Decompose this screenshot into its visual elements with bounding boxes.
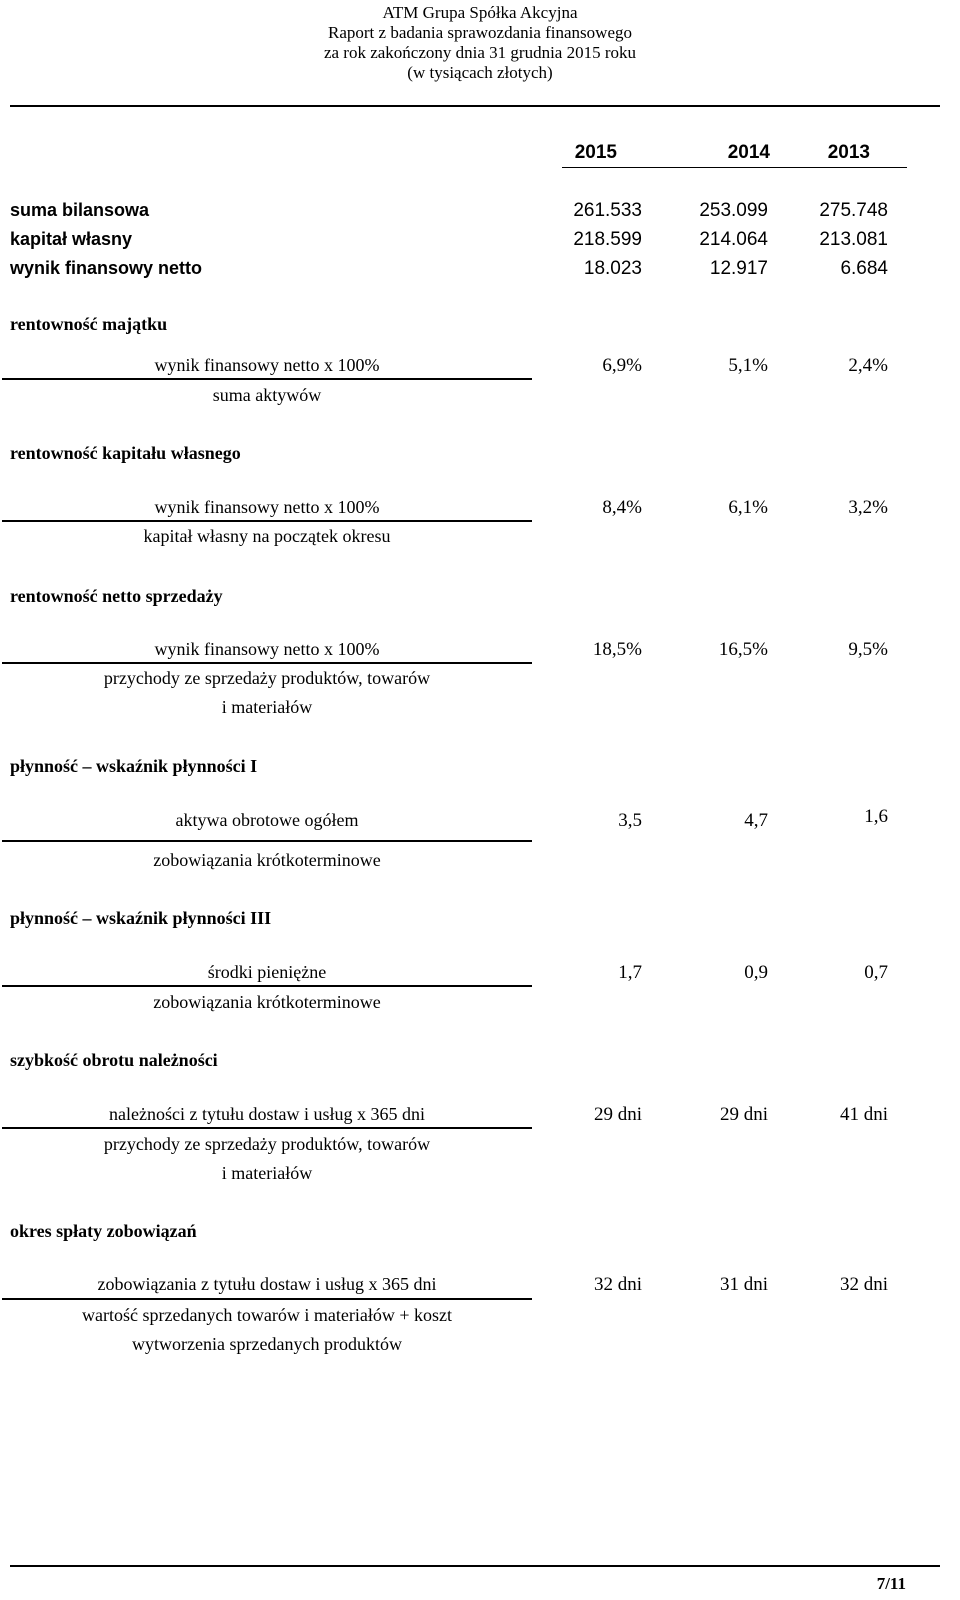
ratio-title: rentowność kapitału własnego [10,443,241,463]
ratio-value: 3,5 [618,810,642,831]
ratio-numerator: zobowiązania z tytułu dostaw i usług x 365 dni [97,1274,437,1294]
ratio-value: 6,9% [602,355,642,376]
ratio-numerator: wynik finansowy netto x 100% [154,639,380,659]
ratio-value: 3,2% [848,497,888,518]
fraction-line [2,662,532,664]
ratio-value: 8,4% [602,497,642,518]
fraction-line [2,1298,532,1300]
ratio-value: 4,7 [744,810,768,831]
ratio-title: płynność – wskaźnik płynności I [10,756,258,776]
ratio-value: 0,9 [744,962,768,983]
row-value: 18.023 [583,258,642,279]
year-header: 2015 [574,142,617,163]
ratio-denominator: suma aktywów [212,385,322,405]
ratio-numerator: wynik finansowy netto x 100% [154,355,380,375]
ratio-value: 29 dni [719,1104,768,1125]
fraction-line [2,1127,532,1129]
ratio-title: rentowność majątku [10,314,168,334]
fraction-line [2,520,532,522]
ratio-title: rentowność netto sprzedaży [10,586,223,606]
year-header: 2014 [727,142,770,163]
ratio-value: 18,5% [592,639,642,660]
year-header: 2013 [827,142,870,163]
ratio-denominator: przychody ze sprzedaży produktów, towarów [103,668,431,688]
row-value: 275.748 [819,200,888,221]
report-title: Raport z badania sprawozdania finansowego [328,23,632,42]
ratio-denominator-line2: i materiałów [221,697,313,717]
report-units: (w tysiącach złotych) [407,63,553,82]
fraction-line [2,985,532,987]
row-label: kapitał własny [10,229,133,249]
ratio-numerator: środki pieniężne [207,962,327,982]
ratio-numerator: należności z tytułu dostaw i usług x 365 dni [109,1104,425,1124]
page-number: 7/11 [876,1574,906,1593]
ratio-denominator-line2: i materiałów [221,1163,313,1183]
company-name: ATM Grupa Spółka Akcyjna [382,3,578,22]
row-value: 6.684 [840,258,888,279]
report-period: za rok zakończony dnia 31 grudnia 2015 roku [323,43,637,62]
ratio-value: 16,5% [718,639,768,660]
ratio-value: 1,6 [864,806,888,827]
ratio-denominator: wartość sprzedanych towarów i materiałów + koszt [81,1305,453,1325]
ratio-numerator: aktywa obrotowe ogółem [175,810,359,830]
ratio-numerator: wynik finansowy netto x 100% [154,497,380,517]
row-value: 214.064 [699,229,768,250]
ratio-value: 41 dni [839,1104,888,1125]
ratio-title: płynność – wskaźnik płynności III [10,908,272,928]
fraction-line [2,378,532,380]
ratio-title: szybkość obrotu należności [10,1050,218,1070]
ratio-denominator: przychody ze sprzedaży produktów, towarów [103,1134,431,1154]
year-underline [562,167,907,168]
ratio-value: 9,5% [848,639,888,660]
ratio-title: okres spłaty zobowiązań [10,1221,197,1241]
ratio-denominator: zobowiązania krótkoterminowe [153,850,381,870]
row-value: 12.917 [709,258,768,279]
ratio-value: 2,4% [848,355,888,376]
ratio-value: 32 dni [839,1274,888,1295]
ratio-value: 32 dni [593,1274,642,1295]
row-value: 213.081 [819,229,888,250]
ratio-denominator: zobowiązania krótkoterminowe [153,992,381,1012]
ratio-value: 31 dni [719,1274,768,1295]
ratio-denominator: kapitał własny na początek okresu [143,526,391,546]
ratio-value: 1,7 [618,962,642,983]
ratio-value: 29 dni [593,1104,642,1125]
footer-divider [10,1565,940,1567]
ratio-value: 5,1% [728,355,768,376]
row-value: 218.599 [573,229,642,250]
ratio-denominator-line2: wytworzenia sprzedanych produktów [132,1334,402,1354]
row-label: suma bilansowa [10,200,150,220]
row-value: 253.099 [699,200,768,221]
row-value: 261.533 [573,200,642,221]
fraction-line [2,840,532,842]
ratio-value: 6,1% [728,497,768,518]
row-label: wynik finansowy netto [10,258,203,278]
ratio-value: 0,7 [864,962,888,983]
header-divider [10,105,940,107]
